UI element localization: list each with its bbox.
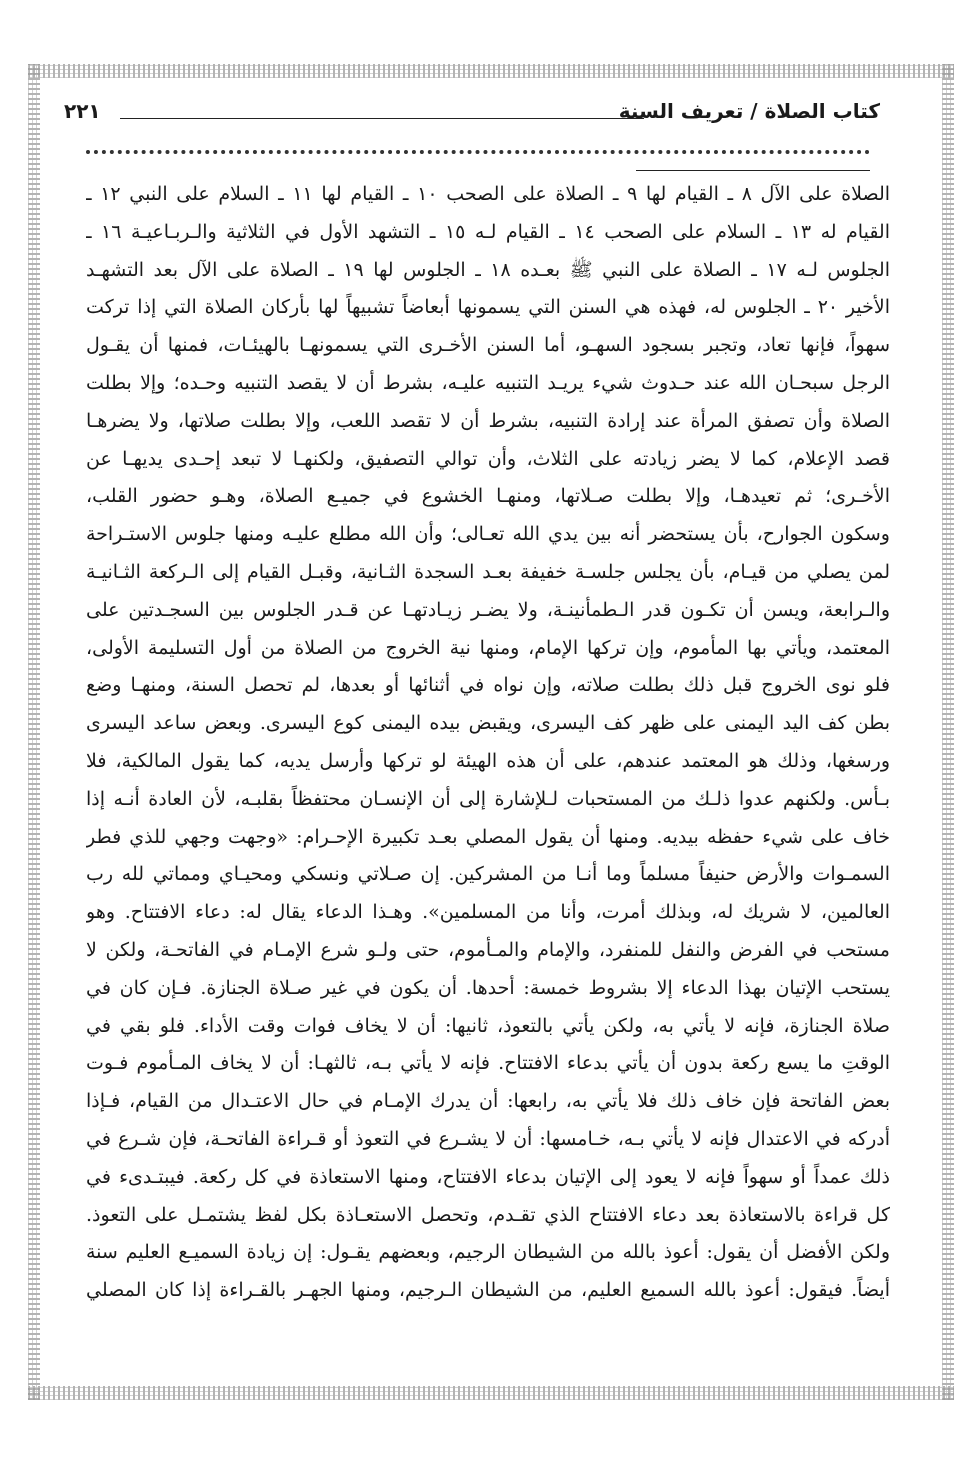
text-line: مستحب في الفرض والنفل للمنفرد، والإمام والمـأموم، حتى ولـو شرع الإمـام في الفاتحـة، ولكن لا — [86, 938, 890, 961]
text-line: بطن كف اليد اليمنى على ظهر كف اليسرى، ويقبض بيده اليمنى كوع اليسرى. وبعض ساعد اليسرى — [86, 712, 890, 735]
page-header — [60, 96, 880, 130]
text-line: ورسغها، وذلك هو المعتمد عندهم، على أن هذه الهيئة لو تركها وأرسل يديه، كما يقول المالكية، فلا — [86, 749, 890, 772]
text-line: الصلاة على الآل ٨ ـ القيام لها ٩ ـ الصلاة على الصحب ١٠ ـ القيام لها ١١ ـ السلام على النبي ١٢ ـ — [86, 183, 890, 205]
body-text — [86, 176, 890, 1310]
text-line: بـأس. ولكنهم عدوا ذلـك من المستحبات لـلإشارة إلى أن الإنسـان محتفظاً بقلبـه، لأن العادة أنـه إذا — [86, 787, 890, 810]
text-line: أيضاً. فيقول: أعوذ بالله السميع العليم، من الشيطان الـرجيم، ومنها الجهـر بالقـراءة إذا كان المصلي — [86, 1279, 890, 1302]
text-line: وسكون الجوارح، بأن يستحضر أنه بين يدي الله تعـالى؛ وأن الله مطلع عليـه ومنها جلوس الاستـراحة — [86, 523, 890, 546]
text-line: الصلاة وأن تصفق المرأة عند إرادة التنبيه، بشرط أن لا تقصد اللعب، وإلا بطلت صلاتها، ولا يضرهـا — [86, 409, 890, 432]
text-line: لمن يصلي من قيـام، بأن يجلس جلسـة خفيفة بعـد السجدة الثـانية، وقبـل القيام إلى الـركعة الثـانيـة — [86, 560, 890, 583]
running-title: كتاب الصلاة / تعريف السنة — [618, 99, 880, 123]
text-line: خاف على شيء حفظه بيديه. ومنها أن يقول المصلي بعـد تكبيرة الإحـرام: «وجهت وجهي للذي فطر — [86, 825, 890, 848]
text-line: ذلك عمداً أو سهواً فإنه لا يعود إلى الإتيان بدعاء الافتتاح، ومنها الاستعاذة في كل ركعة. فيبتـدىء في — [86, 1165, 890, 1188]
text-line: القيام له ١٣ ـ السلام على الصحب ١٤ ـ القيام لـه ١٥ ـ التشهد الأول في الثلاثية والـربـاعيـة ١٦ ـ — [86, 220, 890, 243]
text-line: سهواً، فإنها تعاد، وتجبر بسجود السهـو، أما السنن الأخـرى التي يسمونهـا بالهيئـات، فمنها أن يقـول — [86, 334, 890, 357]
text-line: أدركه في الاعتدال فإنه لا يأتي بـه، خـامسها: أن لا يشـرع في التعوذ أو قـراءة الفاتحـة، فإن شـرع في — [86, 1127, 890, 1150]
text-line: السمـوات والأرض حنيفاً مسلماً وما أنـا من المشركين. إن صـلاتي ونسكي ومحيـاي ومماتي لله رب — [86, 863, 890, 886]
text-line: الرجل سبحـان الله عند حـدوث شيء يريـد التنبيه عليـه، بشرط أن لا يقصد التنبيه وحـده؛ وإلا بطلت — [86, 371, 890, 394]
text-line: قصد الإعلام، كما لا يضر زيادته على الثلاث، وأن توالي التصفيق، ولكنهـا لا تبعد إحـدى يديهـا عن — [86, 447, 890, 470]
decorative-border-top — [28, 64, 954, 78]
text-line: يستحب الإتيان بهذا الدعاء إلا بشروط خمسة: أحدها. أن يكون في غير صـلاة الجنازة. فـإن كان في — [86, 976, 890, 999]
header-rule — [120, 118, 644, 119]
text-line: الأخـرى؛ ثم تعيدهـا، وإلا بطلت صـلاتها، ومنهـا الخشوع في جميـع الصلاة، وهـو حضور القلب، — [86, 485, 890, 508]
text-line: ولكن الأفضل أن يقول: أعوذ بالله من الشيطان الرجيم، وبعضهم يقـول: إن زيادة السميـع العليم سنة — [86, 1241, 890, 1264]
decorative-border-left — [28, 64, 40, 1400]
decorative-border-bottom — [28, 1386, 954, 1400]
text-line: كل قراءة بالاستعاذة بعد دعاء الافتتاح الذي تقـدم، وتحصل الاستعـاذة بكل لفظ يشتمـل على التعوذ. — [86, 1203, 890, 1226]
text-line: الوقتِ ما يسع ركعة بدون أن يأتي بدعاء الافتتاح. فإنه لا يأتي بـه، ثالثهـا: أن لا يخاف المـأموم فـوت — [86, 1052, 890, 1075]
text-line: والـرابعة، ويسن أن تكـون قدر الـطمأنينـة، ولا يضـر زيـادتهـا عن قـدر الجلوس بين السجـدتين على — [86, 598, 890, 621]
dotted-separator — [86, 150, 870, 154]
text-line: العالمين، لا شريك له، وبذلك أمرت، وأنا من المسلمين». وهـذا الدعاء يقال له: دعاء الافتتاح. وهو — [86, 901, 890, 924]
text-line: الجلوس لـه ١٧ ـ الصلاة على النبي ﷺ بعـده ١٨ ـ الجلوس لها ١٩ ـ الصلاة على الآل بعد التشهـد — [86, 258, 890, 281]
text-line: صلاة الجنازة، فإنه لا يأتي به، ولكن يأتي بالتعوذ، ثانيها: أن لا يخاف فوات وقت الأداء. فلو بقي في — [86, 1014, 890, 1037]
text-line: بعض الفاتحة فإن خاف ذلك فلا يأتي به، رابعها: أن يدرك الإمـام في حال الاعتـدال من القيام، فـإذا — [86, 1090, 890, 1113]
decorative-border-right — [942, 64, 954, 1400]
short-separator — [636, 170, 870, 171]
text-line: الأخير ٢٠ ـ الجلوس له، فهذه هي السنن التي يسمونها أبعاضاً تشبيهاً لها بأركان الصلاة التي إذا تركت — [86, 296, 890, 319]
page-number: ٢٢١ — [64, 99, 101, 123]
text-line: المعتمد، ويأتي بها المأموم، وإن تركها الإمام، ومنها نية الخروج من الصلاة من أول التسليمة الأولى، — [86, 636, 890, 659]
text-line: فلو نوى الخروج قبل ذلك بطلت صلاته، وإن نواه في أثنائها أو بعدها، لم تحصل السنة، ومنهـا وضع — [86, 674, 890, 697]
